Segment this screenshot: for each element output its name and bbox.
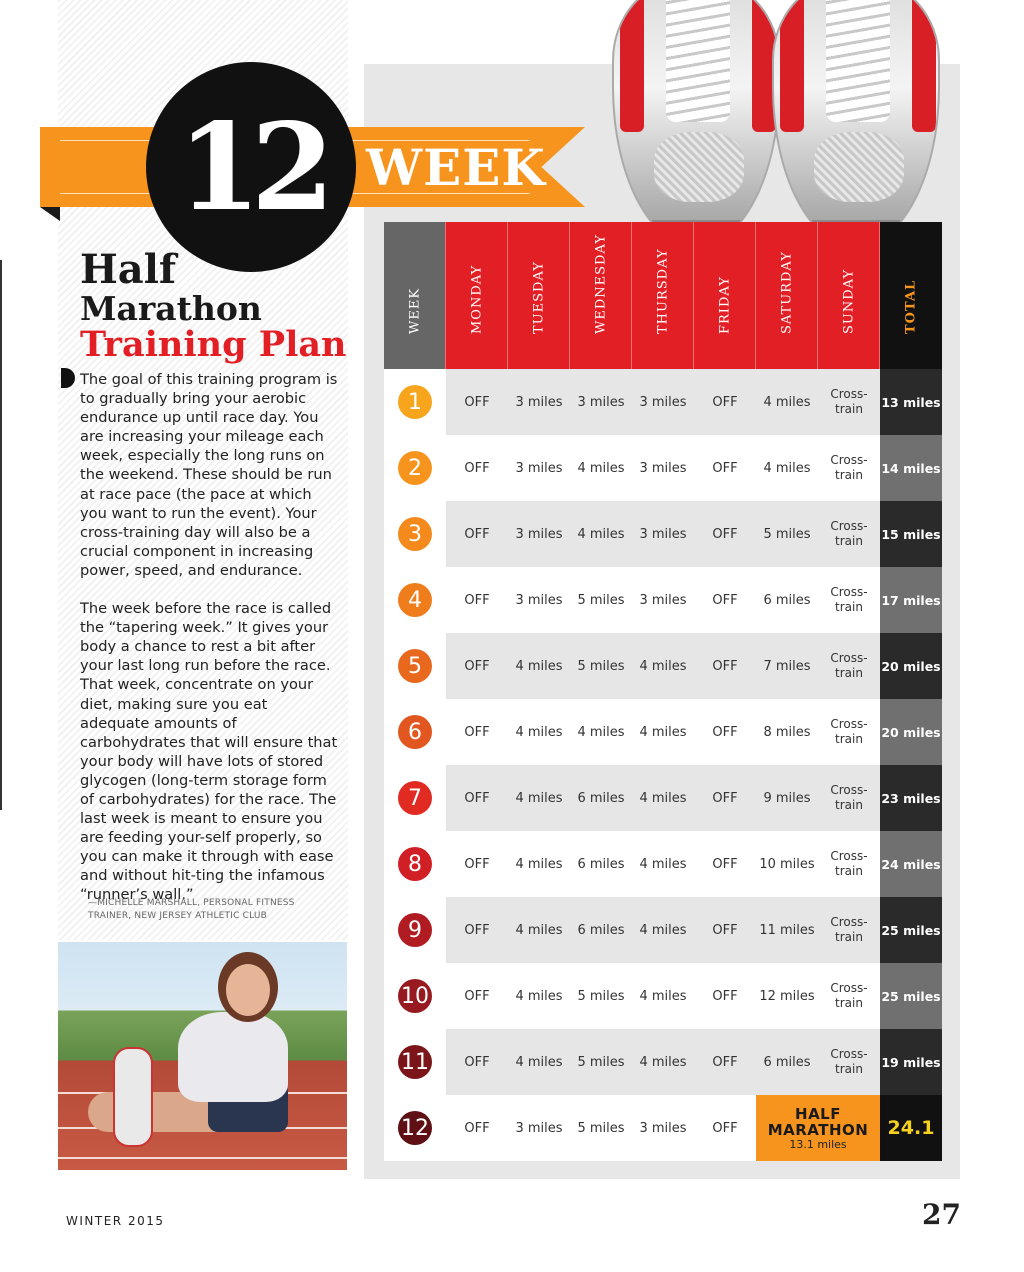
day-cell-sun: Cross- train <box>818 765 880 831</box>
day-cell-tue: 4 miles <box>508 897 570 963</box>
day-cell-mon: OFF <box>446 369 508 435</box>
issue-label: WINTER 2015 <box>66 1214 165 1228</box>
week-number-cell <box>384 567 446 633</box>
week-number-cell <box>384 831 446 897</box>
day-cell-wed: 5 miles <box>570 633 632 699</box>
header-total: TOTAL <box>880 222 942 369</box>
half-marathon-race-cell <box>756 1095 880 1161</box>
day-cell-sun: Cross- train <box>818 699 880 765</box>
day-cell-sun: Cross- train <box>818 831 880 897</box>
weekly-total-cell: 24 miles <box>880 831 942 897</box>
day-cell-sat: 10 miles <box>756 831 818 897</box>
day-cell-sun: Cross- train <box>818 633 880 699</box>
day-cell-wed: 5 miles <box>570 1095 632 1161</box>
day-cell-mon: OFF <box>446 1095 508 1161</box>
day-cell-fri: OFF <box>694 567 756 633</box>
day-cell-tue: 4 miles <box>508 1029 570 1095</box>
day-cell-wed: 4 miles <box>570 501 632 567</box>
day-cell-tue: 3 miles <box>508 369 570 435</box>
week-number-cell <box>384 633 446 699</box>
title-line-1: Half <box>80 246 177 293</box>
day-cell-wed: 3 miles <box>570 369 632 435</box>
day-cell-sat: 7 miles <box>756 633 818 699</box>
day-cell-fri: OFF <box>694 897 756 963</box>
day-cell-thu: 4 miles <box>632 1029 694 1095</box>
table-row <box>384 765 940 831</box>
weekly-total-cell: 19 miles <box>880 1029 942 1095</box>
weekly-total-cell: 25 miles <box>880 963 942 1029</box>
week-number-badge: 3 <box>398 517 432 551</box>
week-number-cell <box>384 765 446 831</box>
day-cell-fri: OFF <box>694 765 756 831</box>
week-number-badge: 1 <box>398 385 432 419</box>
day-cell-sat: 4 miles <box>756 435 818 501</box>
table-row <box>384 633 940 699</box>
day-cell-thu: 4 miles <box>632 897 694 963</box>
day-cell-wed: 6 miles <box>570 897 632 963</box>
table-row <box>384 897 940 963</box>
body-paragraph-1: The goal of this training program is to gradually bring your aerobic endurance up until race day. You are increasing your mileage each week, especially the long runs on the weekend. These should be run at race pace (the pace at which you want to run the event). Your cross-training day will also be a crucial component in increasing power, speed, and endurance. <box>80 371 338 579</box>
weekly-total-cell: 20 miles <box>880 699 942 765</box>
day-cell-mon: OFF <box>446 501 508 567</box>
week-count-badge: 12 <box>146 62 356 272</box>
day-cell-tue: 3 miles <box>508 1095 570 1161</box>
day-cell-tue: 3 miles <box>508 501 570 567</box>
header-tuesday: TUESDAY <box>508 222 570 369</box>
weekly-total-cell: 23 miles <box>880 765 942 831</box>
week-number-badge: 9 <box>398 913 432 947</box>
header-friday: FRIDAY <box>694 222 756 369</box>
day-cell-tue: 4 miles <box>508 699 570 765</box>
day-cell-thu: 3 miles <box>632 369 694 435</box>
day-cell-sun: Cross- train <box>818 897 880 963</box>
body-paragraph-2: The week before the race is called the “tapering week.” It gives your body a chance to rest a bit after your last long run before the race. That week, concentrate on your diet, making sure you eat adequate amounts of carbohydrates that will ensure that your body will have lots of stored glycogen (long-term storage form of carbohydrates) for the race. The last week is meant to ensure you are feeding your-self properly, so you can make it through with ease and without hit-ting the infamous “runner’s wall.” <box>80 600 338 904</box>
table-row <box>384 567 940 633</box>
table-row <box>384 369 940 435</box>
day-cell-thu: 3 miles <box>632 567 694 633</box>
day-cell-wed: 6 miles <box>570 831 632 897</box>
day-cell-sat: 6 miles <box>756 567 818 633</box>
week-number-cell <box>384 963 446 1029</box>
race-week-total: 24.1 <box>880 1095 942 1161</box>
page-number: 27 <box>922 1198 961 1231</box>
day-cell-sat: 9 miles <box>756 765 818 831</box>
week-number-cell <box>384 435 446 501</box>
weekly-total-cell: 14 miles <box>880 435 942 501</box>
week-number-badge: 2 <box>398 451 432 485</box>
day-cell-fri: OFF <box>694 369 756 435</box>
day-cell-fri: OFF <box>694 435 756 501</box>
week-label: WEEK <box>366 138 546 197</box>
weekly-total-cell: 15 miles <box>880 501 942 567</box>
day-cell-wed: 5 miles <box>570 567 632 633</box>
day-cell-sat: 11 miles <box>756 897 818 963</box>
day-cell-thu: 4 miles <box>632 963 694 1029</box>
day-cell-wed: 4 miles <box>570 435 632 501</box>
page-edge-line <box>0 260 2 810</box>
day-cell-sun: Cross- train <box>818 567 880 633</box>
table-row <box>384 1029 940 1095</box>
day-cell-sat: 12 miles <box>756 963 818 1029</box>
day-cell-fri: OFF <box>694 831 756 897</box>
day-cell-mon: OFF <box>446 633 508 699</box>
day-cell-sat: 6 miles <box>756 1029 818 1095</box>
weekly-total-cell: 20 miles <box>880 633 942 699</box>
weekly-total-cell: 25 miles <box>880 897 942 963</box>
day-cell-sun: Cross- train <box>818 501 880 567</box>
table-row-race-week <box>384 1095 940 1161</box>
table-row <box>384 501 940 567</box>
week-number-badge: 4 <box>398 583 432 617</box>
day-cell-sat: 8 miles <box>756 699 818 765</box>
day-cell-wed: 6 miles <box>570 765 632 831</box>
day-cell-mon: OFF <box>446 831 508 897</box>
day-cell-thu: 3 miles <box>632 1095 694 1161</box>
race-distance: 13.1 miles <box>789 1137 847 1151</box>
day-cell-sun: Cross- train <box>818 435 880 501</box>
day-cell-fri: OFF <box>694 501 756 567</box>
day-cell-wed: 5 miles <box>570 963 632 1029</box>
weekly-total-cell: 17 miles <box>880 567 942 633</box>
day-cell-tue: 4 miles <box>508 765 570 831</box>
day-cell-tue: 4 miles <box>508 831 570 897</box>
table-row <box>384 831 940 897</box>
quote-attribution: —MICHELLE MARSHALL, PERSONAL FITNESS TRAINER, NEW JERSEY ATHLETIC CLUB <box>88 898 295 921</box>
stretching-athlete-photo <box>58 942 347 1170</box>
week-number-cell <box>384 699 446 765</box>
table-header-row <box>384 222 940 369</box>
day-cell-mon: OFF <box>446 897 508 963</box>
header-week: WEEK <box>384 222 446 369</box>
day-cell-tue: 4 miles <box>508 633 570 699</box>
title-line-2: Marathon <box>80 289 262 328</box>
day-cell-sun: Cross- train <box>818 963 880 1029</box>
day-cell-fri: OFF <box>694 1095 756 1161</box>
day-cell-tue: 4 miles <box>508 963 570 1029</box>
day-cell-mon: OFF <box>446 699 508 765</box>
header-thursday: THURSDAY <box>632 222 694 369</box>
day-cell-thu: 4 miles <box>632 831 694 897</box>
day-cell-thu: 4 miles <box>632 633 694 699</box>
header-sunday: SUNDAY <box>818 222 880 369</box>
day-cell-sun: Cross- train <box>818 369 880 435</box>
day-cell-thu: 4 miles <box>632 765 694 831</box>
week-number-badge: 11 <box>398 1045 432 1079</box>
week-number-badge: 10 <box>398 979 432 1013</box>
week-number-cell <box>384 897 446 963</box>
day-cell-mon: OFF <box>446 765 508 831</box>
week-number-badge: 5 <box>398 649 432 683</box>
header-saturday: SATURDAY <box>756 222 818 369</box>
day-cell-mon: OFF <box>446 963 508 1029</box>
race-title: HALF MARATHON <box>767 1104 869 1139</box>
day-cell-mon: OFF <box>446 1029 508 1095</box>
article-title <box>80 246 347 365</box>
week-number-cell <box>384 369 446 435</box>
table-row <box>384 699 940 765</box>
article-body <box>80 370 338 924</box>
day-cell-fri: OFF <box>694 963 756 1029</box>
table-row <box>384 963 940 1029</box>
day-cell-tue: 3 miles <box>508 435 570 501</box>
title-line-3: Training Plan <box>80 324 347 365</box>
day-cell-thu: 3 miles <box>632 501 694 567</box>
week-number-badge: 8 <box>398 847 432 881</box>
header-wednesday: WEDNESDAY <box>570 222 632 369</box>
day-cell-wed: 4 miles <box>570 699 632 765</box>
day-cell-sun: Cross- train <box>818 1029 880 1095</box>
week-number-badge: 7 <box>398 781 432 815</box>
day-cell-tue: 3 miles <box>508 567 570 633</box>
day-cell-wed: 5 miles <box>570 1029 632 1095</box>
week-number-badge: 12 <box>398 1111 432 1145</box>
week-number-cell <box>384 1029 446 1095</box>
week-number-badge: 6 <box>398 715 432 749</box>
day-cell-mon: OFF <box>446 567 508 633</box>
day-cell-sat: 4 miles <box>756 369 818 435</box>
day-cell-thu: 4 miles <box>632 699 694 765</box>
banner-fold <box>40 207 60 221</box>
week-number-cell <box>384 501 446 567</box>
week-number-cell <box>384 1095 446 1161</box>
header-monday: MONDAY <box>446 222 508 369</box>
day-cell-mon: OFF <box>446 435 508 501</box>
day-cell-fri: OFF <box>694 633 756 699</box>
day-cell-sat: 5 miles <box>756 501 818 567</box>
day-cell-fri: OFF <box>694 1029 756 1095</box>
day-cell-thu: 3 miles <box>632 435 694 501</box>
table-row <box>384 435 940 501</box>
weekly-total-cell: 13 miles <box>880 369 942 435</box>
day-cell-fri: OFF <box>694 699 756 765</box>
